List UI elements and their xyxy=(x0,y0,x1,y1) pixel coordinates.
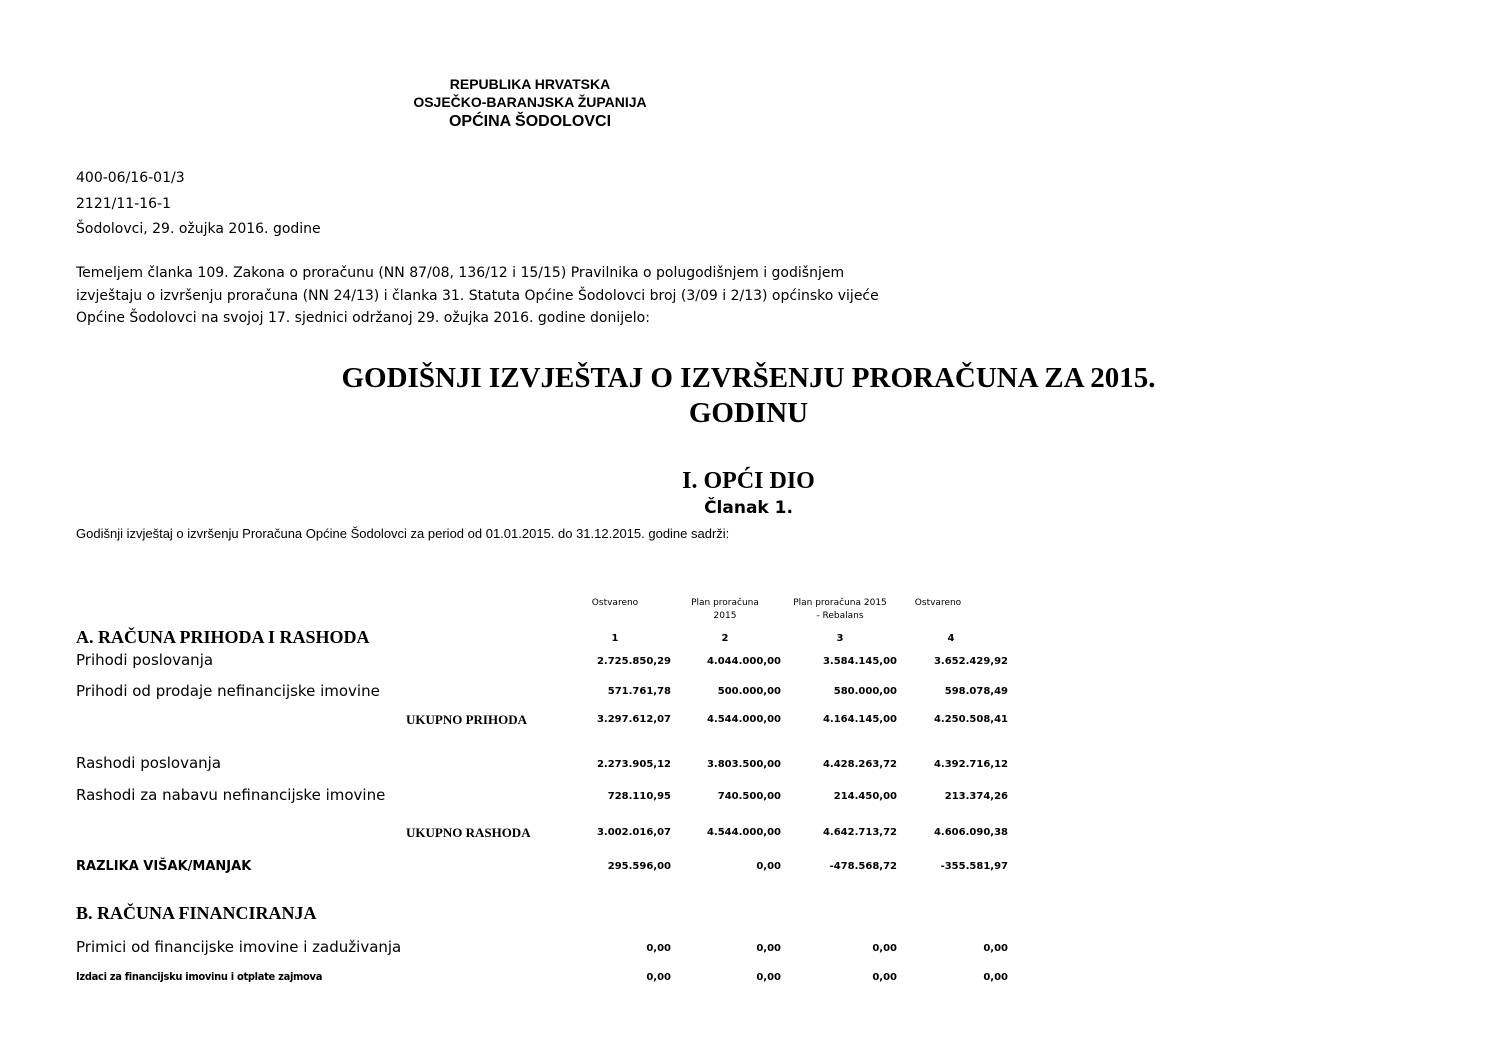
table-cell: 0,00 xyxy=(646,943,671,954)
row-label-ukupno-prihoda: UKUPNO PRIHODA xyxy=(406,712,527,727)
article-heading: Članak 1. xyxy=(704,498,793,518)
table-cell: 4.606.090,38 xyxy=(933,827,1008,838)
table-cell: 0,00 xyxy=(756,972,781,983)
table-cell: 213.374,26 xyxy=(944,791,1008,802)
table-cell: 0,00 xyxy=(983,972,1008,983)
row-label-rashodi-poslovanja: Rashodi poslovanja xyxy=(76,754,222,772)
section-b-heading: B. RAČUNA FINANCIRANJA xyxy=(76,903,317,923)
row-label-rashodi-nabava: Rashodi za nabavu nefinancijske imovine xyxy=(76,786,386,804)
column-header-1: Ostvareno xyxy=(591,598,639,608)
intro-line-2: izvještaju o izvršenju proračuna (NN 24/13) i članka 31. Statuta Općine Šodolovci broj (3/09 i 2/13) općinsko vijeće xyxy=(76,288,879,304)
table-cell: 4.544.000,00 xyxy=(706,827,781,838)
document-title-line-2: GODINU xyxy=(688,397,809,429)
document-title-line-1: GODIŠNJI IZVJEŠTAJ O IZVRŠENJU PRORAČUNA ZA 2015. xyxy=(341,362,1156,394)
table-cell: 4.250.508,41 xyxy=(933,714,1008,725)
column-number-2: 2 xyxy=(721,633,729,644)
table-cell: 598.078,49 xyxy=(944,686,1008,697)
row-label-izdaci: Izdaci za financijsku imovinu i otplate zajmova xyxy=(76,970,323,983)
section-a-heading: A. RAČUNA PRIHODA I RASHODA xyxy=(76,627,370,647)
column-header-4: Ostvareno xyxy=(914,598,962,608)
row-label-prihodi-prodaje: Prihodi od prodaje nefinancijske imovine xyxy=(76,682,380,700)
table-cell: 214.450,00 xyxy=(833,791,897,802)
table-cell: 500.000,00 xyxy=(717,686,781,697)
table-cell: 0,00 xyxy=(872,972,897,983)
urbroj: 2121/11-16-1 xyxy=(76,196,171,212)
table-cell: 4.544.000,00 xyxy=(706,714,781,725)
row-label-ukupno-rashoda: UKUPNO RASHODA xyxy=(406,825,531,840)
table-cell: 295.596,00 xyxy=(607,861,671,872)
table-cell: 0,00 xyxy=(756,861,781,872)
column-number-1: 1 xyxy=(611,633,619,644)
table-cell: 3.652.429,92 xyxy=(933,656,1008,667)
klasa: 400-06/16-01/3 xyxy=(76,170,185,186)
place-date: Šodolovci, 29. ožujka 2016. godine xyxy=(76,221,321,237)
table-cell: 2.725.850,29 xyxy=(596,656,671,667)
row-label-primici: Primici od financijske imovine i zaduživanja xyxy=(76,938,402,956)
row-label-prihodi-poslovanja: Prihodi poslovanja xyxy=(76,651,214,669)
table-cell: 728.110,95 xyxy=(607,791,671,802)
table-cell: 3.002.016,07 xyxy=(596,827,671,838)
section-heading: I. OPĆI DIO xyxy=(682,468,815,494)
intro-line-1: Temeljem članka 109. Zakona o proračunu (NN 87/08, 136/12 i 15/15) Pravilnika o polugodišnjem i godišnjem xyxy=(76,265,845,281)
column-header-2: Plan proračuna 2015 xyxy=(691,598,759,621)
row-label-razlika: RAZLIKA VIŠAK/MANJAK xyxy=(76,859,252,874)
table-cell: 4.392.716,12 xyxy=(933,759,1008,770)
table-cell: 740.500,00 xyxy=(717,791,781,802)
table-cell: 0,00 xyxy=(983,943,1008,954)
table-cell: 4.164.145,00 xyxy=(822,714,897,725)
intro-line-3: Općine Šodolovci na svojoj 17. sjednici održanoj 29. ožujka 2016. godine donijelo: xyxy=(76,310,650,326)
table-cell: 4.044.000,00 xyxy=(706,656,781,667)
column-header-3: Plan proračuna 2015 - Rebalans xyxy=(793,598,887,621)
table-cell: 4.428.263,72 xyxy=(822,759,897,770)
table-cell: -355.581,97 xyxy=(940,861,1008,872)
table-cell: 3.803.500,00 xyxy=(706,759,781,770)
table-cell: 4.642.713,72 xyxy=(822,827,897,838)
table-cell: 0,00 xyxy=(646,972,671,983)
table-cell: 3.584.145,00 xyxy=(822,656,897,667)
table-cell: 571.761,78 xyxy=(607,686,671,697)
table-cell: 580.000,00 xyxy=(833,686,897,697)
table-cell: 0,00 xyxy=(872,943,897,954)
column-number-4: 4 xyxy=(947,633,955,644)
column-number-3: 3 xyxy=(836,633,844,644)
section-intro-text: Godišnji izvještaj o izvršenju Proračuna Općine Šodolovci za period od 01.01.2015. do 31.12.2015. godine sadrži: xyxy=(76,526,730,541)
municipality-header: OPĆINA ŠODOLOVCI xyxy=(448,113,612,130)
county-header: OSJEČKO-BARANJSKA ŽUPANIJA xyxy=(413,94,647,110)
table-cell: 2.273.905,12 xyxy=(596,759,671,770)
table-cell: 0,00 xyxy=(756,943,781,954)
table-cell: 3.297.612,07 xyxy=(596,714,671,725)
country-header: REPUBLIKA HRVATSKA xyxy=(449,76,611,92)
table-cell: -478.568,72 xyxy=(829,861,897,872)
